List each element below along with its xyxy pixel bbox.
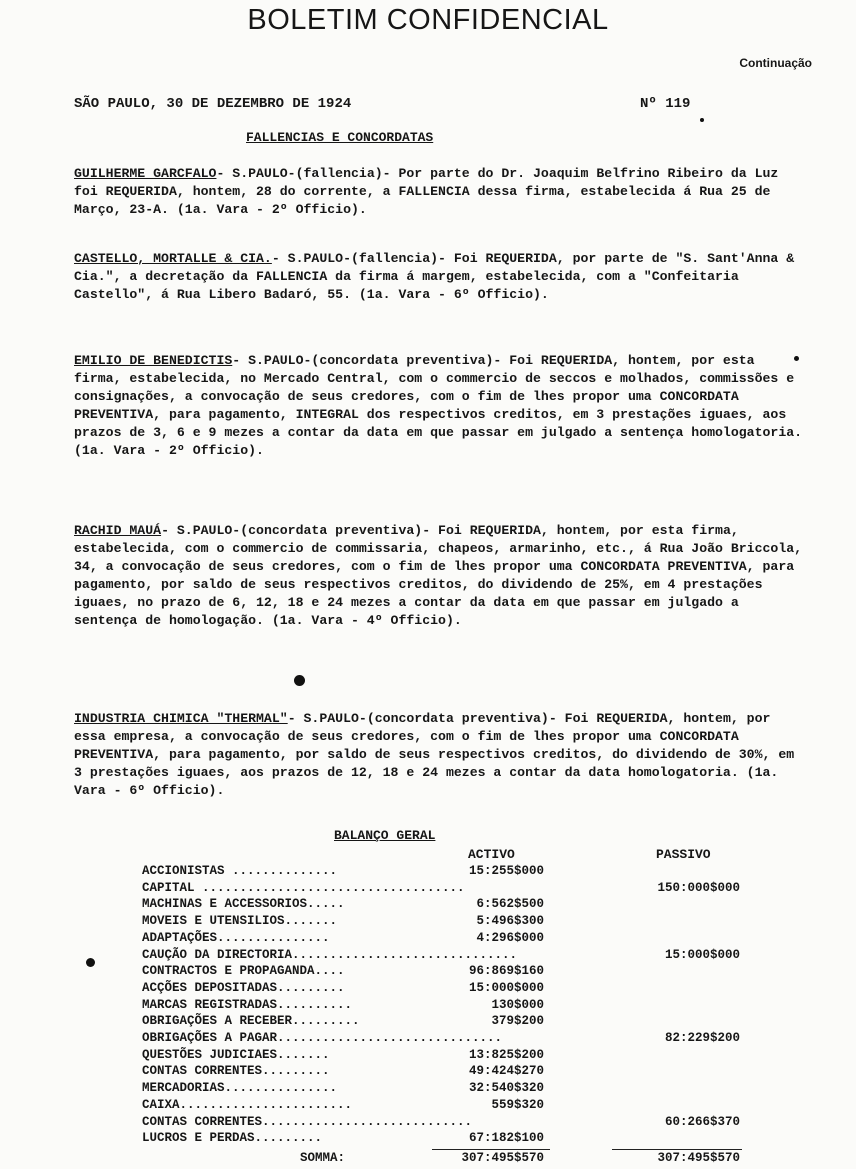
- balance-row: [0, 1098, 856, 1116]
- balance-row: [0, 948, 856, 966]
- balance-row-label: MARCAS REGISTRADAS..........: [142, 997, 353, 1012]
- document-title: BOLETIM CONFIDENCIAL: [247, 4, 609, 36]
- balance-row-activo: 130$000: [491, 997, 544, 1012]
- balance-row-label: ACCIONISTAS ..............: [142, 864, 338, 878]
- balance-row-label: MOVEIS E UTENSILIOS.......: [142, 914, 338, 929]
- balance-row-label: OBRIGAÇÕES A RECEBER.........: [142, 1014, 360, 1029]
- balance-row-label: ADAPTAÇÕES...............: [142, 930, 330, 945]
- balance-row-label: CONTAS CORRENTES.........: [142, 1064, 330, 1079]
- entry-name: GUILHERME GARCFALO: [74, 166, 217, 181]
- balance-row: [0, 1115, 856, 1133]
- balance-title: BALANÇO GERAL: [334, 828, 436, 843]
- balance-row-passivo: 60:266$370: [664, 1114, 740, 1129]
- total-passivo: 307:495$570: [657, 1151, 740, 1165]
- dateline: SÃO PAULO, 30 DE DEZEMBRO DE 1924: [74, 96, 352, 112]
- balance-row-activo: 13:825$200: [468, 1047, 544, 1062]
- balance-row-activo: 559$320: [491, 1097, 544, 1112]
- balance-row-passivo: 150:000$000: [657, 880, 740, 895]
- entry-rachid-maua: [74, 522, 804, 630]
- ink-spot: [294, 675, 305, 686]
- balance-row: [0, 1064, 856, 1082]
- activo-header: ACTIVO: [468, 847, 515, 862]
- ink-spot: [700, 118, 704, 122]
- balance-row-activo: 6:562$500: [476, 897, 544, 912]
- balance-row-label: MERCADORIAS...............: [142, 1081, 338, 1096]
- balance-row: [0, 1081, 856, 1099]
- balance-row-passivo: 82:229$200: [664, 1031, 740, 1045]
- balance-row-activo: 15:255$000: [468, 864, 544, 878]
- balance-row-label: LUCROS E PERDAS.........: [142, 1131, 323, 1146]
- entry-text: - S.PAULO-(concordata preventiva)- Foi REQUERIDA, hontem, por esta firma, estabelecida, com o commercio de commissaria, chapeos, armarinho, etc., á Rua João Briccola, 34, a convocação de seus credores, com o fim de lhes propor uma CONCORDATA PREVENTIVA, para pagamento, por saldo de seus respectivos creditos, do dividendo de 25%, em 4 prestações iguaes, no prazo de 6, 12, 18 e 24 mezes a contar da data em que passar em julgado a sentença de homologação. (1a. Vara - 4º Officio).: [74, 523, 803, 628]
- balance-row-label: CONTAS CORRENTES............................: [142, 1114, 473, 1129]
- ink-spot: [794, 356, 799, 361]
- entry-name: INDUSTRIA CHIMICA "THERMAL": [74, 711, 288, 726]
- entry-castello-mortalle: [74, 250, 804, 304]
- balance-row-label: CAUÇÃO DA DIRECTORIA..............................: [142, 947, 518, 962]
- balance-row: [0, 998, 856, 1016]
- balance-row-activo: 49:424$270: [468, 1064, 544, 1079]
- balance-row-label: MACHINAS E ACCESSORIOS.....: [142, 897, 345, 912]
- balance-row-label: CONTRACTOS E PROPAGANDA....: [142, 964, 345, 979]
- balance-row-label: CAIXA.......................: [142, 1097, 353, 1112]
- balance-row: [0, 881, 856, 899]
- balance-row-activo: 5:496$300: [476, 914, 544, 929]
- balance-row: [0, 931, 856, 949]
- issue-number: Nº 119: [640, 96, 691, 112]
- balance-row-label: QUESTÕES JUDICIAES.......: [142, 1047, 330, 1062]
- balance-total-row: [0, 1151, 856, 1169]
- entry-name: CASTELLO, MORTALLE & CIA.: [74, 251, 272, 266]
- balance-row: [0, 981, 856, 999]
- balance-row-activo: 15:000$000: [468, 980, 544, 995]
- balance-row: [0, 914, 856, 932]
- entry-text: - S.PAULO-(fallencia)- Por parte do Dr. Joaquim Belfrino Ribeiro da Luz foi REQUERIDA, hontem, 28 do corrente, a FALLENCIA dessa firma, estabelecida á Rua 25 de Março, 23-A. (1a. Vara - 2º Officio).: [74, 166, 779, 217]
- balance-row: [0, 1048, 856, 1066]
- balance-row-passivo: 15:000$000: [664, 947, 740, 962]
- total-label: SOMMA:: [300, 1151, 346, 1165]
- entry-guilherme-garcfalo: [74, 165, 804, 219]
- balance-row: [0, 1014, 856, 1032]
- total-activo: 307:495$570: [461, 1151, 544, 1165]
- activo-sum-rule: [432, 1149, 550, 1150]
- balance-row-label: CAPITAL ...................................: [142, 880, 465, 895]
- balance-row-label: ACÇÕES DEPOSITADAS.........: [142, 980, 345, 995]
- entry-industria-chimica-thermal: [74, 710, 804, 800]
- balance-row-activo: 32:540$320: [468, 1081, 544, 1096]
- balance-row: [0, 864, 856, 882]
- balance-row: [0, 1031, 856, 1049]
- passivo-sum-rule: [612, 1149, 742, 1150]
- continuation-note: Continuação: [739, 56, 812, 70]
- entry-text: - S.PAULO-(concordata preventiva)- Foi REQUERIDA, hontem, por essa empresa, a convocação de seus credores, com o fim de lhes propor uma CONCORDATA PREVENTIVA, para pagamento, por saldo de seus respectivos creditos, do dividendo de 30%, em 3 prestações iguaes, aos prazos de 12, 18 e 24 mezes a contar da data homologatoria. (1a. Vara - 6º Officio).: [74, 711, 795, 798]
- balance-row: [0, 897, 856, 915]
- balance-row: [0, 964, 856, 982]
- balance-row-label: OBRIGAÇÕES A PAGAR..............................: [142, 1031, 503, 1045]
- entry-text: - S.PAULO-(concordata preventiva)- Foi REQUERIDA, hontem, por esta firma, estabelecida, no Mercado Central, com o commercio de seccos e molhados, commissões e consignações, a convocação de seus credores, com o fim de lhes propor uma CONCORDATA PREVENTIVA, para pagamento, INTEGRAL dos respectivos creditos, em 3 prestações iguaes, aos prazos de 3, 6 e 9 mezes a contar da data em que passar em julgado a sentença homologatoria. (1a. Vara - 2º Officio).: [74, 353, 803, 458]
- entry-name: RACHID MAUÁ: [74, 523, 162, 538]
- balance-row: [0, 1131, 856, 1149]
- entry-name: EMILIO DE BENEDICTIS: [74, 353, 233, 368]
- balance-row-activo: 379$200: [491, 1014, 544, 1029]
- entry-emilio-de-benedictis: [74, 352, 804, 460]
- passivo-header: PASSIVO: [656, 847, 711, 862]
- balance-row-activo: 96:869$160: [468, 964, 544, 979]
- balance-row-activo: 67:182$100: [468, 1131, 544, 1146]
- ink-spot: [86, 958, 95, 967]
- balance-row-activo: 4:296$000: [476, 930, 544, 945]
- section-title: FALLENCIAS E CONCORDATAS: [246, 130, 434, 145]
- entry-text: - S.PAULO-(fallencia)- Foi REQUERIDA, por parte de "S. Sant'Anna & Cia.", a decretação da FALLENCIA da firma á margem, estabelecida, com a "Confeitaria Castello", á Rua Libero Badaró, 55. (1a. Vara - 6º Officio).: [74, 251, 795, 302]
